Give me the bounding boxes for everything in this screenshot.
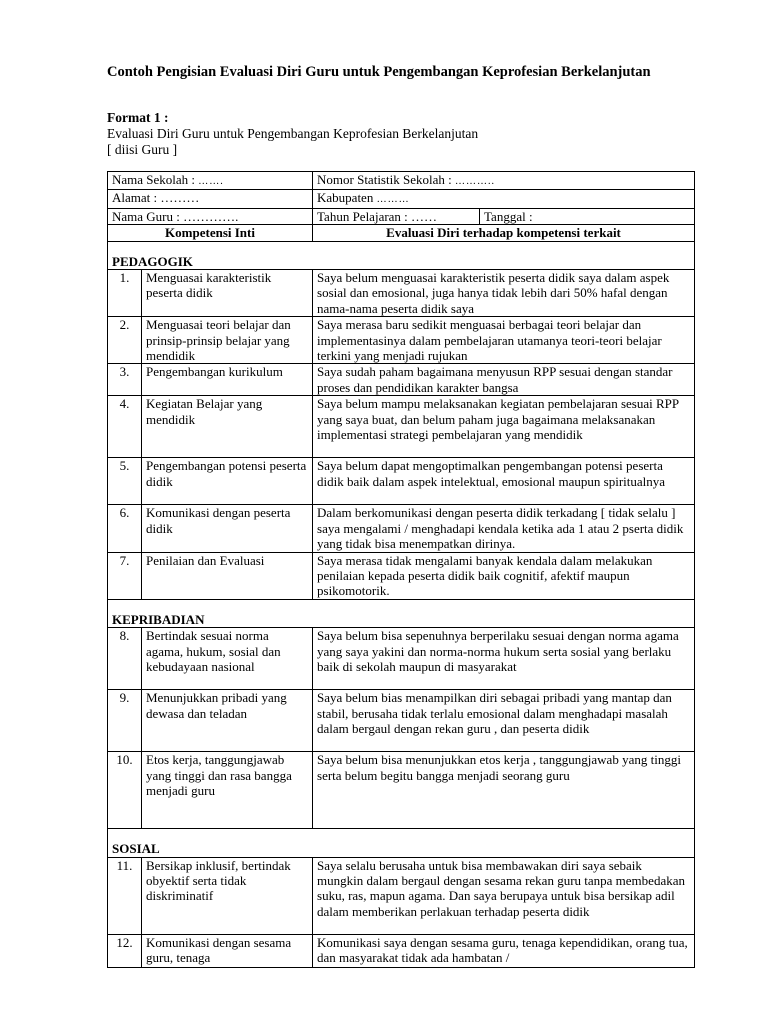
header-row (108, 208, 695, 224)
nomor-statistik-cell: Nomor Statistik Sekolah : ……….. (313, 172, 695, 190)
table-row (108, 317, 695, 364)
row-number: 10. (108, 752, 142, 829)
table-row (108, 458, 695, 505)
format-block (107, 110, 478, 158)
nama-sekolah-cell: Nama Sekolah : ……. (108, 172, 313, 190)
section-row (108, 599, 695, 627)
kabupaten-cell: Kabupaten ……… (313, 190, 695, 208)
format-description: Evaluasi Diri Guru untuk Pengembangan Keprofesian Berkelanjutan (107, 126, 479, 141)
evaluasi-cell: Saya belum dapat mengoptimalkan pengembangan potensi peserta didik baik dalam aspek intelektual, emosional maupun spiritualnya (313, 458, 695, 505)
evaluasi-cell: Saya belum mampu melaksanakan kegiatan pembelajaran sesuai RPP yang saya buat, dan belum paham juga bagaimana melaksanakan implementasi strategi pembelajaran yang mendidik (313, 396, 695, 458)
format-label: Format 1 : (107, 110, 169, 125)
evaluasi-cell: Dalam berkomunikasi dengan peserta didik terkadang [ tidak selalu ] saya mengalami / menghadapi kendala ketika ada 1 atau 2 pserta didik yang tidak bisa menempatkan dirinya. (313, 505, 695, 552)
section-row (108, 829, 695, 857)
tahun-pelajaran-cell: Tahun Pelajaran : …… (313, 208, 480, 224)
tanggal-cell: Tanggal : (480, 208, 695, 224)
document-title: Contoh Pengisian Evaluasi Diri Guru untuk Pengembangan Keprofesian Berkelanjutan (107, 64, 651, 80)
row-number: 9. (108, 690, 142, 752)
table-row (108, 934, 695, 967)
section-sosial: SOSIAL (108, 829, 695, 857)
row-number: 7. (108, 552, 142, 599)
row-number: 1. (108, 270, 142, 317)
kompetensi-cell: Pengembangan kurikulum (142, 364, 313, 396)
evaluasi-cell: Saya belum bisa menunjukkan etos kerja , tanggungjawab yang tinggi serta belum begitu bangga menjadi seorang guru (313, 752, 695, 829)
kompetensi-header: Kompetensi Inti (108, 225, 313, 241)
row-number: 11. (108, 857, 142, 934)
format-note: [ diisi Guru ] (107, 142, 178, 157)
evaluasi-cell: Komunikasi saya dengan sesama guru, tenaga kependidikan, orang tua, dan masyarakat tidak ada hambatan / (313, 934, 695, 967)
row-number: 8. (108, 628, 142, 690)
section-pedagogik: PEDAGOGIK (108, 241, 695, 269)
row-number: 12. (108, 934, 142, 967)
kompetensi-cell: Etos kerja, tanggungjawab yang tinggi dan rasa bangga menjadi guru (142, 752, 313, 829)
evaluasi-cell: Saya merasa baru sedikit menguasai berbagai teori belajar dan implementasinya dalam pembelajaran utamanya teori-teori belajar terkini yang menjadi rujukan (313, 317, 695, 364)
evaluasi-cell: Saya selalu berusaha untuk bisa membawakan diri saya sebaik mungkin dalam bergaul dengan sesama rekan guru tanpa membedakan suku, ras, mapun agama. Dan saya berupaya untuk bisa bersikap adil dalam memberikan perlakuan terhadap peserta didik (313, 857, 695, 934)
section-row (108, 241, 695, 269)
table-row (108, 552, 695, 599)
table-row (108, 270, 695, 317)
evaluasi-cell: Saya belum bisa sepenuhnya berperilaku sesuai dengan norma agama yang saya yakini dan norma-norma hukum serta sosial yang berlaku baik di sekolah maupun di masyarakat (313, 628, 695, 690)
kompetensi-cell: Komunikasi dengan sesama guru, tenaga (142, 934, 313, 967)
kompetensi-cell: Menunjukkan pribadi yang dewasa dan teladan (142, 690, 313, 752)
kompetensi-cell: Menguasai teori belajar dan prinsip-prinsip belajar yang mendidik (142, 317, 313, 364)
evaluasi-cell: Saya belum bias menampilkan diri sebagai pribadi yang mantap dan stabil, berusaha tidak terlalu emosional dalam menghadapi masalah dalam bergaul dengan rekan guru , dan peserta didik (313, 690, 695, 752)
table-row (108, 505, 695, 552)
table-row (108, 396, 695, 458)
evaluation-table (107, 171, 695, 968)
kompetensi-cell: Bersikap inklusif, bertindak obyektif serta tidak diskriminatif (142, 857, 313, 934)
evaluasi-cell: Saya belum menguasai karakteristik peserta didik saya dalam aspek sosial dan emosional, juga hanya tidak lebih dari 50% hafal dengan nama-nama peserta didik saya (313, 270, 695, 317)
row-number: 5. (108, 458, 142, 505)
kompetensi-cell: Menguasai karakteristik peserta didik (142, 270, 313, 317)
table-row (108, 364, 695, 396)
section-kepribadian: KEPRIBADIAN (108, 599, 695, 627)
alamat-cell: Alamat : ……… (108, 190, 313, 208)
table-row (108, 857, 695, 934)
kompetensi-cell: Pengembangan potensi peserta didik (142, 458, 313, 505)
table-row (108, 752, 695, 829)
table-row (108, 690, 695, 752)
row-number: 3. (108, 364, 142, 396)
evaluasi-cell: Saya sudah paham bagaimana menyusun RPP sesuai dengan standar proses dan pendidikan karakter bangsa (313, 364, 695, 396)
row-number: 4. (108, 396, 142, 458)
kompetensi-cell: Kegiatan Belajar yang mendidik (142, 396, 313, 458)
header-row (108, 172, 695, 190)
row-number: 2. (108, 317, 142, 364)
header-row (108, 190, 695, 208)
evaluasi-cell: Saya merasa tidak mengalami banyak kendala dalam melakukan penilaian kepada peserta didik baik cognitif, afektif maupun psikomotorik. (313, 552, 695, 599)
row-number: 6. (108, 505, 142, 552)
kompetensi-cell: Komunikasi dengan peserta didik (142, 505, 313, 552)
table-row (108, 628, 695, 690)
kompetensi-cell: Bertindak sesuai norma agama, hukum, sosial dan kebudayaan nasional (142, 628, 313, 690)
evaluasi-header: Evaluasi Diri terhadap kompetensi terkait (313, 225, 695, 241)
nama-guru-cell: Nama Guru : …………. (108, 208, 313, 224)
column-header-row (108, 225, 695, 241)
kompetensi-cell: Penilaian dan Evaluasi (142, 552, 313, 599)
